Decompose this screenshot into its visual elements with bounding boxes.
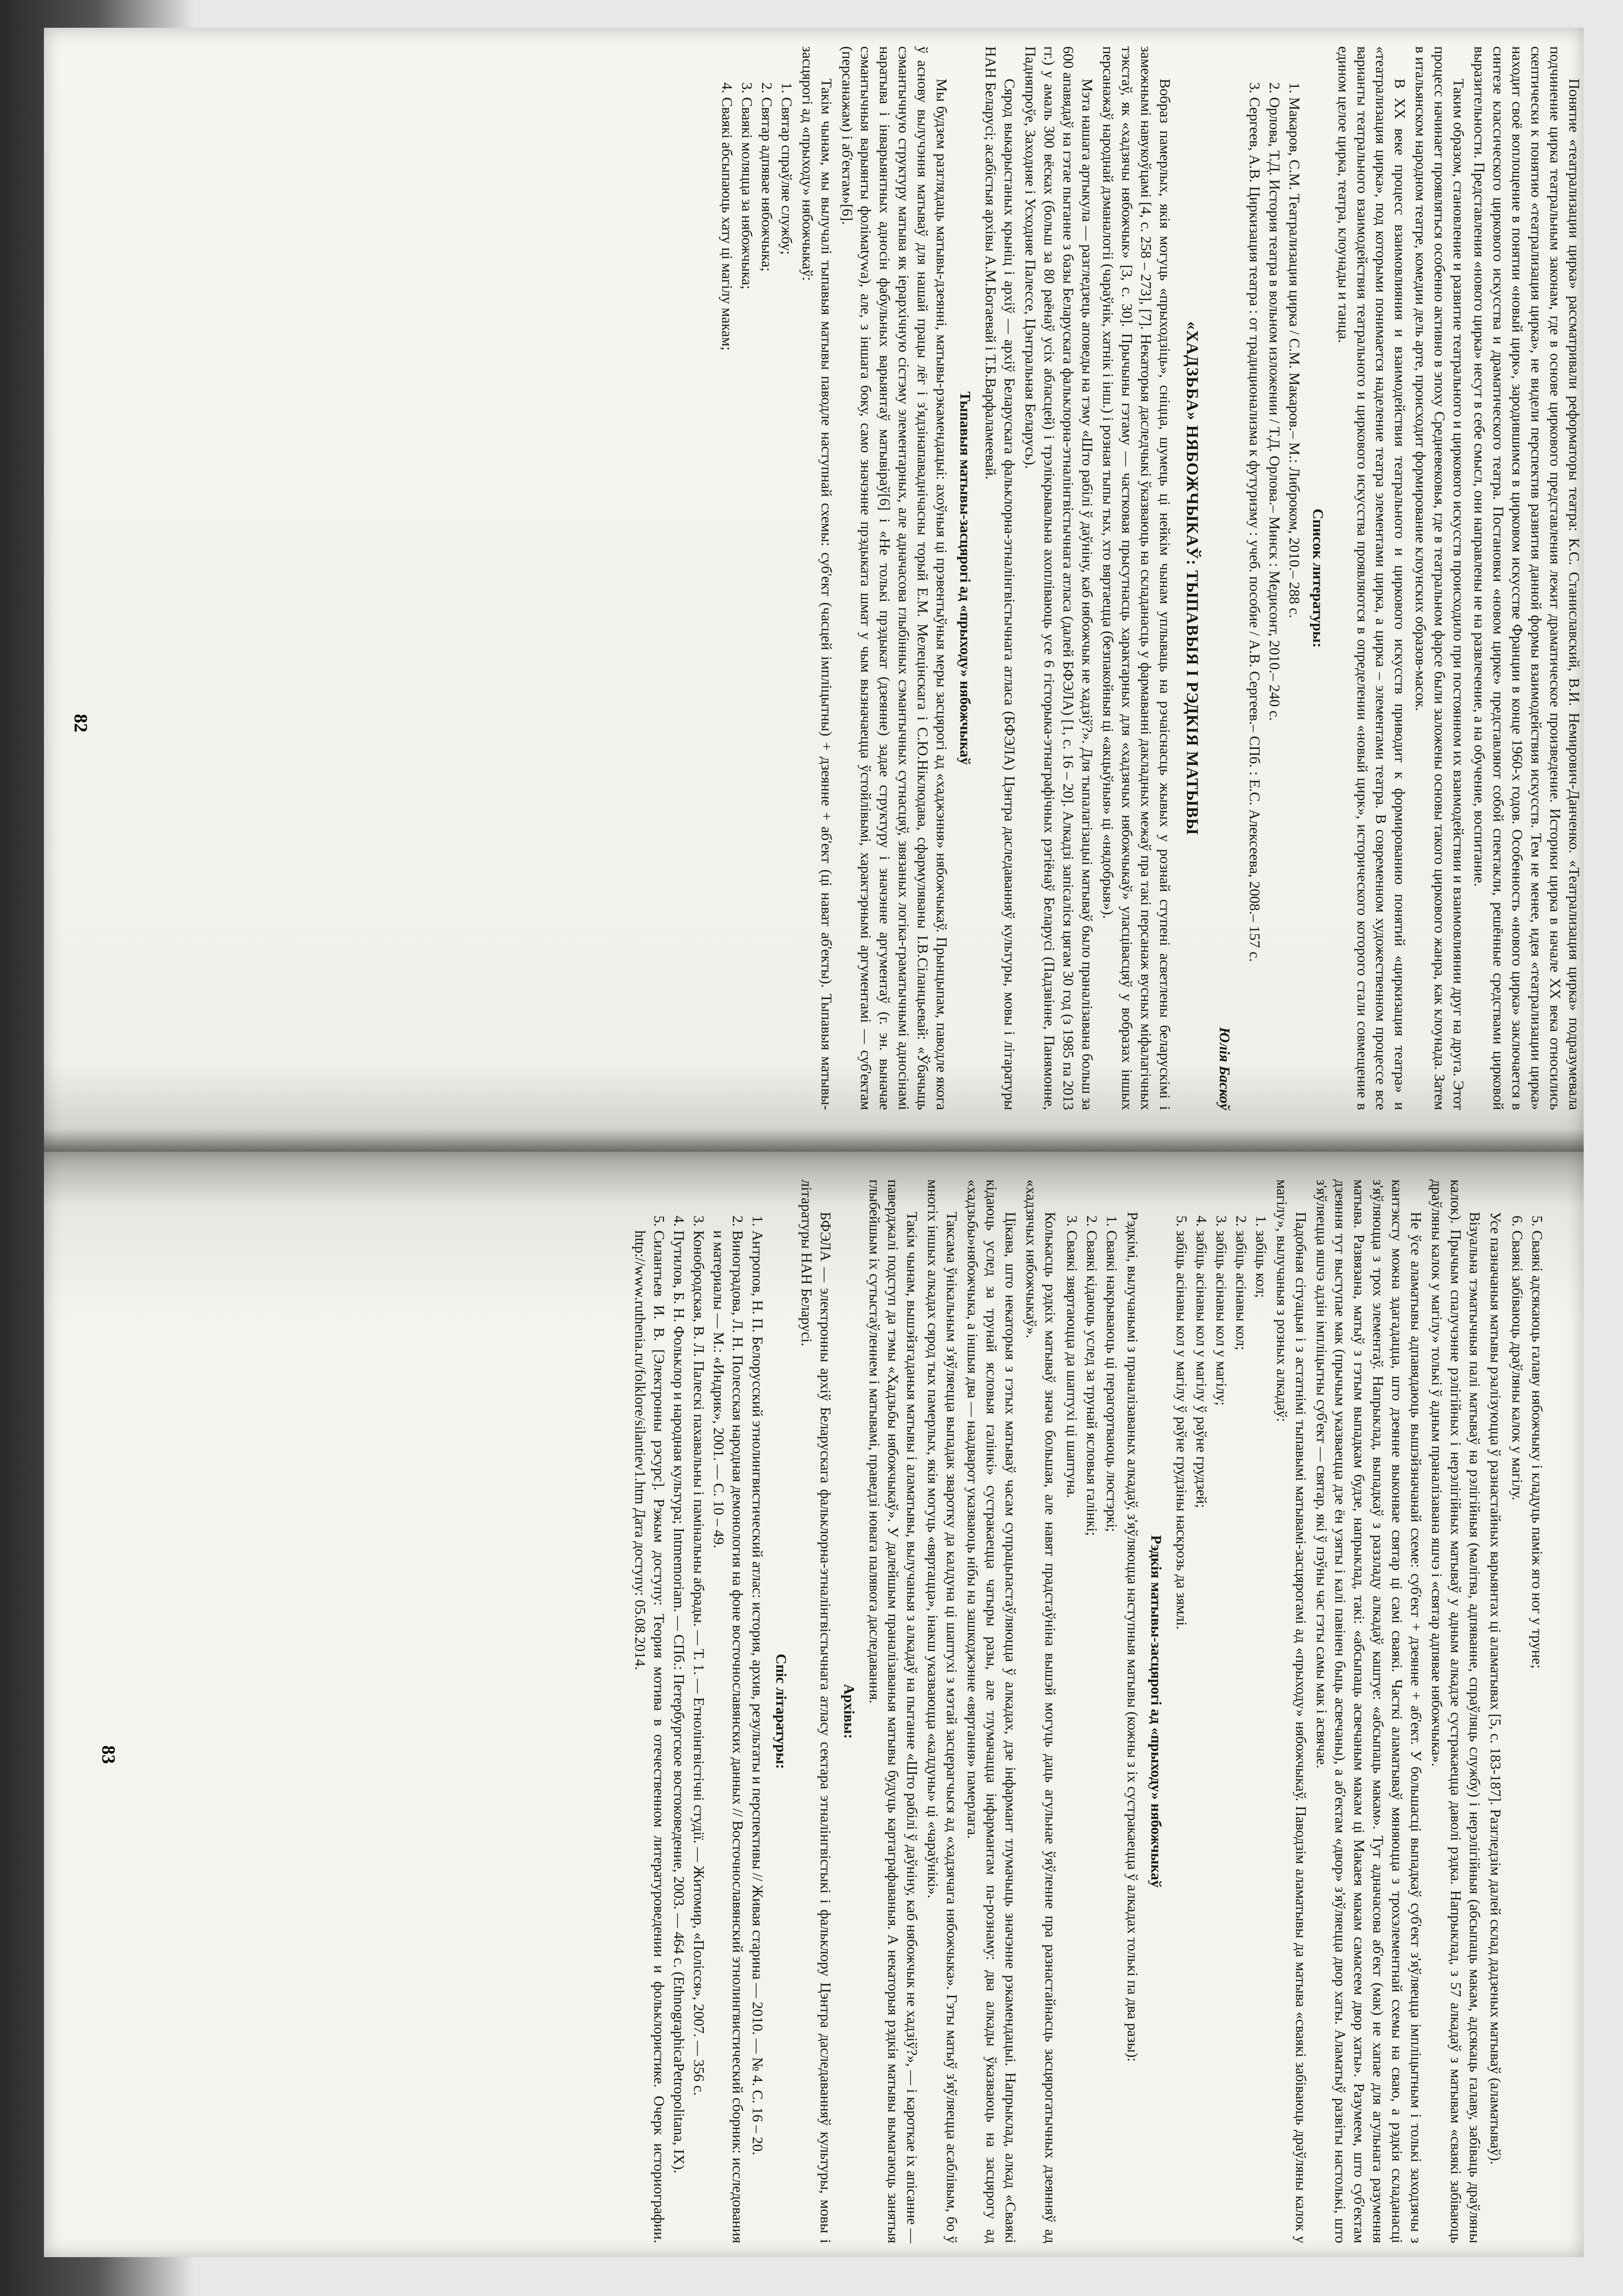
allomotif-item: 2. забіць асінавы кол;: [1232, 1230, 1251, 2243]
motif-item: 3. Сваякі моляцца за нябожчыка;: [738, 97, 756, 1110]
literature-item: 4. Путилов, Б. Н. Фольклор и народная культура; Intmemoriam. — СПб.: Петербургское востоковедение, 2003. — 464 с. (EthnographicaPetropolitana, IX).: [670, 1230, 689, 2243]
rare-motifs-heading: Рэдкія матывы-засцярогі ад «прыходу» нябожчыкаў: [1148, 1535, 1165, 1888]
typical-motifs-list-continued: [1508, 1179, 1547, 2243]
body-paragraph: Візуальна тэматычныя палі матываў на рэлігійныя (малітва, адпяванне, спраўляць службу) і нерэлігійныя (абсыпаць макам, адсякаць галаву, забіваць драўляны калок). Прычым спалучэнне рэлігійных і нерэлігійных матываў у адным алкадзе сустракаецца даволі рэдка. Напрыклад, з 57 алкадаў з матывам «сваякі забіваюць драўляны калок у магілу» толькі ў адным праналізавана яшчэ і «святар адпявае нябожчыка».: [1429, 1179, 1484, 2243]
body-paragraph: Усе пазначаныя матывы рэалізуюцца ў разнастайных варыянтах ці аламатывах [5, с. 183-187]. Разгледзім далей склад дадзеных матываў (аламатываў).: [1488, 1212, 1505, 2165]
references-heading: Список литературы:: [1309, 508, 1327, 648]
literature-heading: Спіс літаратуры:: [773, 1654, 790, 1769]
motif-item: 2. Святар адпявае нябожчыка;: [757, 97, 776, 1110]
body-paragraph: Не ўсе аламатывы адпавядаюць вышэйзначанай схеме: суб'ект + дзеянне + аб'ект. У большасці выпадкаў суб'ект з'яўляецца імпліцытным і толькі заходзячы з кантэксту можна здагадацца, што дзеянне выконвае святар ці самі сваякі. Часткі аламатываў мяняюцца з трохэлементнай схемы на сваю, а рэдкія складанасці з'яўляюцца з трох элементаў. Напрыклад, выпадкаў з раззладу алкадаў каштуе: «абсыпаць макам». Тут адначасова аб'ект (мак) не хапае для агульнага разумення матыва. Развязана, матыў з гэтым выпадкам будзе, напрыклад, такі: «абсыпаць асвечаным макам ці Макаея макам самасеем двор хаты». Разумеем, што суб'ектам дзеяння тут выступае мак (прычым указваецца дзе ён узяты і калі павінен быць асвечаны), а аб'ектам «двор» з'яўляецца двор хаты. Аламатыў развіты настолькі, што з'яўляецца яшчэ адзін імпліцытны суб'ект — святар, які ў пэўны час гэты самы мак і асвячае.: [1313, 1179, 1425, 2243]
motif-item: 1. Святар спраўляе службу;: [777, 97, 796, 1110]
page-83-text-frame: [67, 1179, 1547, 2243]
page-number: 83: [98, 1745, 119, 1764]
body-paragraph: Падобная сітуацыя і з астатнімі тыпавымі матывамі-засцярогамі ад «прыходу» нябожчыкаў. Паводзім аламатывы да матыва «сваякі забіваюць драўляны калок у магілу», вылучаныя з розных алкадаў:: [1273, 1179, 1309, 2243]
intro-paragraph: Таким образом, становление и развитие театрального и циркового искусств происходило при постоянном их взаимодействии и взаимовлиянии друг на друга. Этот процесс начинает проявляться особенно активно в эпоху Средневековья, где в театральном фарсе были заложены основы такого циркового жанра, как клоунада. Затем в итальянском народном театре, комедии дель арте, происходит формирование клоунских образов-масок.: [1413, 46, 1468, 1110]
literature-list: [631, 1179, 767, 2243]
section-paragraph: Мы будзем разглядаць матывы-дзеянні, матывы-рэкамендацыі: ахоўныя ці прэвентыўныя меры засцярогі ад «хаджэння» нябожчыкаў. Прынцыпам, паводле якога ў аснову вылучэння матываў для нашай працы лёг і з'ядзінапаваднічасны торый Е.М. Мелецінскага і С.Ю.Нiклюдава, сфармуляваны І.В.Сіланцьевай: «Ўбачыць сэмантычную структуру матыва як іерархічную сістэму элементарных, але адначасова глыбінных сэмантычных сутнасцяў, звязаных логіка-граматычнымі адносінамі наратыва і інварыянтных адносін фабульных варыянтаў матывіраў[6] і «Не толькі прэдыкат (дзеянне) задае структуру і значэнне аргументаў (г. эн. выначае сэмантычныя варыянты фолімаtywa), але, з іншага боку, само значэнне прэдыката шмат у чым вызначаецца ўстойлівымі, характэрнымі аргументамі — суб'ектам (персанажам) і аб'ектам»[6].: [839, 46, 951, 1110]
body-paragraph: Сярод выкарыстаных крыніц і архіў — архіў Беларускага фальклорна-этналінгвістычнага атласа (БФЭЛА) Цэнтра даследаванняў культуры, мовы і літаратуры НАН Беларусі; асабістыя архівы А.М.Богаевай і Т.Б.Варфаламеевай.: [983, 46, 1019, 1110]
literature-item: 3. Конобродская, В. Л. Палескі пахавальны і памінальны абрады. — Т. 1. — Етнолінгвістічні студії. — Житомир, «Полісся», 2007. — 356 с.: [689, 1230, 708, 2243]
reference-item: 2. Орлова, Т.Д. История театра в вольном изложении / Т.Д. Орлова.– Минск : Медисонт, 2010.– 240 с.: [1265, 97, 1284, 1110]
body-paragraph: Таксама ўнікальным з'яўляецца выпадак зваротку да калдуна ці шаптухі з мэтай засцерагчыся ад «хадзячага нябожчыка». Гэты матыў з'яўляецца асаблівым, бо ў многіх іншых алкадах сярод тых памерлых, якія могуць «вяртацца», інакш указваюцца «калдуны» ці «чараўнікі».: [925, 1179, 961, 2243]
literature-item: 5. Силантьев И. В. [Электронны рэсурс]. Рэжым доступу: Теория мотива в отечественном литературоведении и фольклористике. Очерк историографии. http://www.ruthenia.ru/folklore/silantiev1.htm Дата доступу: 05.08.2014.: [631, 1230, 669, 2243]
references-list: [1245, 46, 1304, 1110]
motif-item: 4. Сваякі абсыпаюць хату ці магілу макам;: [718, 97, 737, 1110]
literature-item: 2. Виноградова, Л. Н. Полесская народная демонология на фоне восточнославянских данных // Восточнославянский этнолингвистический сборник: исследования и материалы — М.: «Индрик», 2001. — С. 10 – 49.: [709, 1230, 747, 2243]
motif-item: 5. Сваякі адсякаюць галаву нябожчыку і кладуць паміж яго ног у труне;: [1528, 1230, 1547, 2243]
body-paragraph: Рэдкімі, вылучанымі з праналізаваных алкадаў, з'яўляюцца наступныя матывы (кожны з іх сустракаецца ў алкадах толькі па два разы):: [1124, 1212, 1141, 2062]
book-page-82: [44, 28, 1584, 1152]
body-paragraph: Вобраз памерлых, якія могуць «прыходзіць», сніцца, шумець ці нейкім чынам уплываць на рэчаіснасць жывых у рознай ступені асветлены беларускімі і замежнымі навукоўцамі [4, с. 258 – 273], [7]. Некаторыя даследчыкі ўказваюць на складанасць у фармаванні дакладных межаў пра такі персанаж вусных міфалагічных тэкстаў, як «хадзячы нябожчык» [3, с. 30]. Прычыны гэтаму — частковая прысутнасць характарных для «хадзячых нябожчыкаў» уласцівасцяў у вобразах іншых персанажаў народнай дэманалогіі (чараўнік, хатнік і інш.) і розная тыпы тых, хто вяртаецца (безпакойныя ці «акцыўныя» ці «нядобрыя»).: [1100, 46, 1174, 1110]
rare-motif-item: 3. Сваякі звяртаюцца да шаптухі ці шаптуна.: [1063, 1230, 1082, 2243]
intro-paragraph: В XX веке процесс взаимовлияния и взаимодействия театрального и циркового искусств приводит к формированию понятий «циркизация театра» и «театрализация цирка», под которыми понимается наделение театра элементами цирка, а цирка – элементами театра. В современном художественном процессе все варианты театрального взаимодействия театрального и циркового искусства проявляются в определении «новый цирк», исторического которого стали совмещение в едином целое цирка, театра, клоунады и танца.: [1335, 46, 1409, 1110]
allomotif-item: 1. забіць кол;: [1252, 1230, 1271, 2243]
article-author: Юлія Баскоў: [1216, 1027, 1233, 1110]
archives-heading: Архівы:: [841, 1684, 858, 1739]
rare-motif-item: 1. Сваякі накрываюць ці перагортваюць люстэркі;: [1102, 1230, 1121, 2243]
section-paragraph: Такім чынам, мы вылучалі тыпавыя матывы паводле наступнай схемы: суб'ект (часцей імпліцытны) + дзеянне + аб'ект (ці нават аб'екты). Тыпавыя матывы-засцярогі ад «прыходу» нябожчыкаў:: [799, 46, 835, 1110]
body-paragraph: Такім чынам, вышэйзгаданыя матывы і аламатывы, вылучаныя з алкадаў на пытанне «Што рабілі ў даўніну, каб нябожчык не хадзіў?», — і кароткае іх апісанне — паверджалі подступ да тэмы «Хадзьбы нябожчыкаў». У далейшым праналізаваныя матывы будуць картаграфаваныя. А некаторыя рэдкія матывы вымагаюць занятыя глыбейшым іх сутыстаўленнем і матывамі, праведзі новага палявога даследавання.: [866, 1179, 921, 2243]
body-paragraph: Колькасць рэдкіх матываў знача большая, але навят прадстаўніна вышэй могуць даць агульнае ўяўленне пра разнастайнасць засцярогатычных дзеянняў ад «хадзячых нябожчыкаў».: [1023, 1179, 1059, 2243]
reference-item: 3. Сергеев, А.В. Циркизация театра : от традиционализма к футуризму : учеб. пособие / А.В. Сергеев.– СПб. : Е.С. Алексеева, 2008.– 157 с.: [1245, 97, 1264, 1110]
page-82-text-frame: [104, 46, 1584, 1110]
motif-item: 6. Сваякі забіваюць драўляны калок у магілу.: [1508, 1230, 1527, 2243]
allomotif-item: 3. забіць асінавы кол у магілу;: [1212, 1230, 1231, 2243]
rare-motif-item: 2. Сваякі кідаюць услед за трунай ясловыя галінкі;: [1082, 1230, 1101, 2243]
allomotif-item: 4. забіць асінавы кол у магілу ў раўне грудзей;: [1192, 1230, 1211, 2243]
allomotifs-list: [1172, 1179, 1271, 2243]
reference-item: 1. Макаров, С.М. Театрализация цирка / С.М. Макаров.– М.: Либроком, 2010.– 288 с.: [1285, 97, 1304, 1110]
book-page-83: [44, 1152, 1584, 2257]
section-heading: Тыпавыя матывы-засцярогі ад «прыходу» нябожчыкаў: [957, 391, 974, 765]
page-number: 82: [70, 714, 92, 733]
rare-motifs-list: [1063, 1179, 1121, 2243]
body-paragraph: Мэта нашага артыкула — разгледзець аповеды на тэму «Што рабілі ў даўніну, каб нябожчык не хадзіў?». Для тыпалагізацыі матываў было праналізавана больш за 600 апавядаў на гэтае пытанне з базы Беларускага фальклорна-этналінгвістычнага атласа (далей БФЭЛА) [1, с. 16 – 20]. Алкадзі запісаліся цягам 30 год (з 1985 па 2013 гг.) у амаль 300 вёсках (больш за 80 раёнаў усіх абласцей) і трэлікрывальна ахопліваюць усе 6 гісторыка-этнаграфічных рэгіёнаў Беларусі (Падзвінне, Панямонне, Падняпроўе, Заходняе і Усходняе Палессе, Цэнтральная Беларусь).: [1022, 46, 1096, 1110]
intro-paragraph: Понятие «театрализации цирка» рассматривали реформаторы театра: К.С. Станиславский, В.И. Немирович-Данченко. «Театрализация цирка» подразумевала подчинение цирка театральным законам, где в основе циркового представления лежит драматическое произведение. Историки цирка в начале XX века относились скептически к понятию «театрализация цирка», не видели перспектив развития данной формы взаимодействия искусств. Тем не менее, идея «театрализации цирка» находит своё воплощение в понятии «новый цирк», зародившимся в цирковом искусстве Франции в конце 1960-х годов. Особенность «нового цирка» заключается в синтезе классического циркового искусства и драматического театра. Постановки «новом цирке» представляют собой спектакли, решённые средствами цирковой выразительности. Представления «нового цирка» несут в себе смысл, они направлены не на развлечение, а на обучение, воспитание.: [1471, 46, 1583, 1110]
archive-item: БФЭЛА — электронны архіў Беларускага фальклорна-этналінгвістычнага атласу сектара этналінгвістыкі і фальклору Цэнтра даследаванняў культуры, мовы і літаратуры НАН Беларусі.: [798, 1179, 834, 2243]
article-title: «ХАДЗЬБА» НЯБОЖЧЫКАЎ: ТЫПАВЫЯ І РЭДКІЯ МАТЫВЫ: [1183, 321, 1202, 835]
body-paragraph: Цікава, што некаторыя з гэтых матываў часам супрацьпастаўляюцца ў алкадах, дзе інфармант тлумачыць значэнне рэкамендацыі. Напрыклад, алкад «Сваякі кідаюць услед за трунай ясловыя галінкі» сустракаецца чатыры разы, але тлумачацца інфармантам па-рознаму: два алкады ўказваюць на засцярогу ад «хадзьбы»нябожчыка, а іншыя два — наадварот указваюць нібы на зашкоджэнне «вяртання» памерлага.: [965, 1179, 1020, 2243]
literature-item: 1. Антропов, Н. П. Белорусский этнолингвистический атлас: история, архив, результаты и перспективы // Живая старина — 2010. — № 4. С. 16 – 20.: [748, 1230, 767, 2243]
typical-motifs-list: [718, 46, 796, 1110]
allomotif-item: 5. забіць асінавы кол у магілу ў раўне грудзіны наскрозь да зямлі.: [1172, 1230, 1191, 2243]
